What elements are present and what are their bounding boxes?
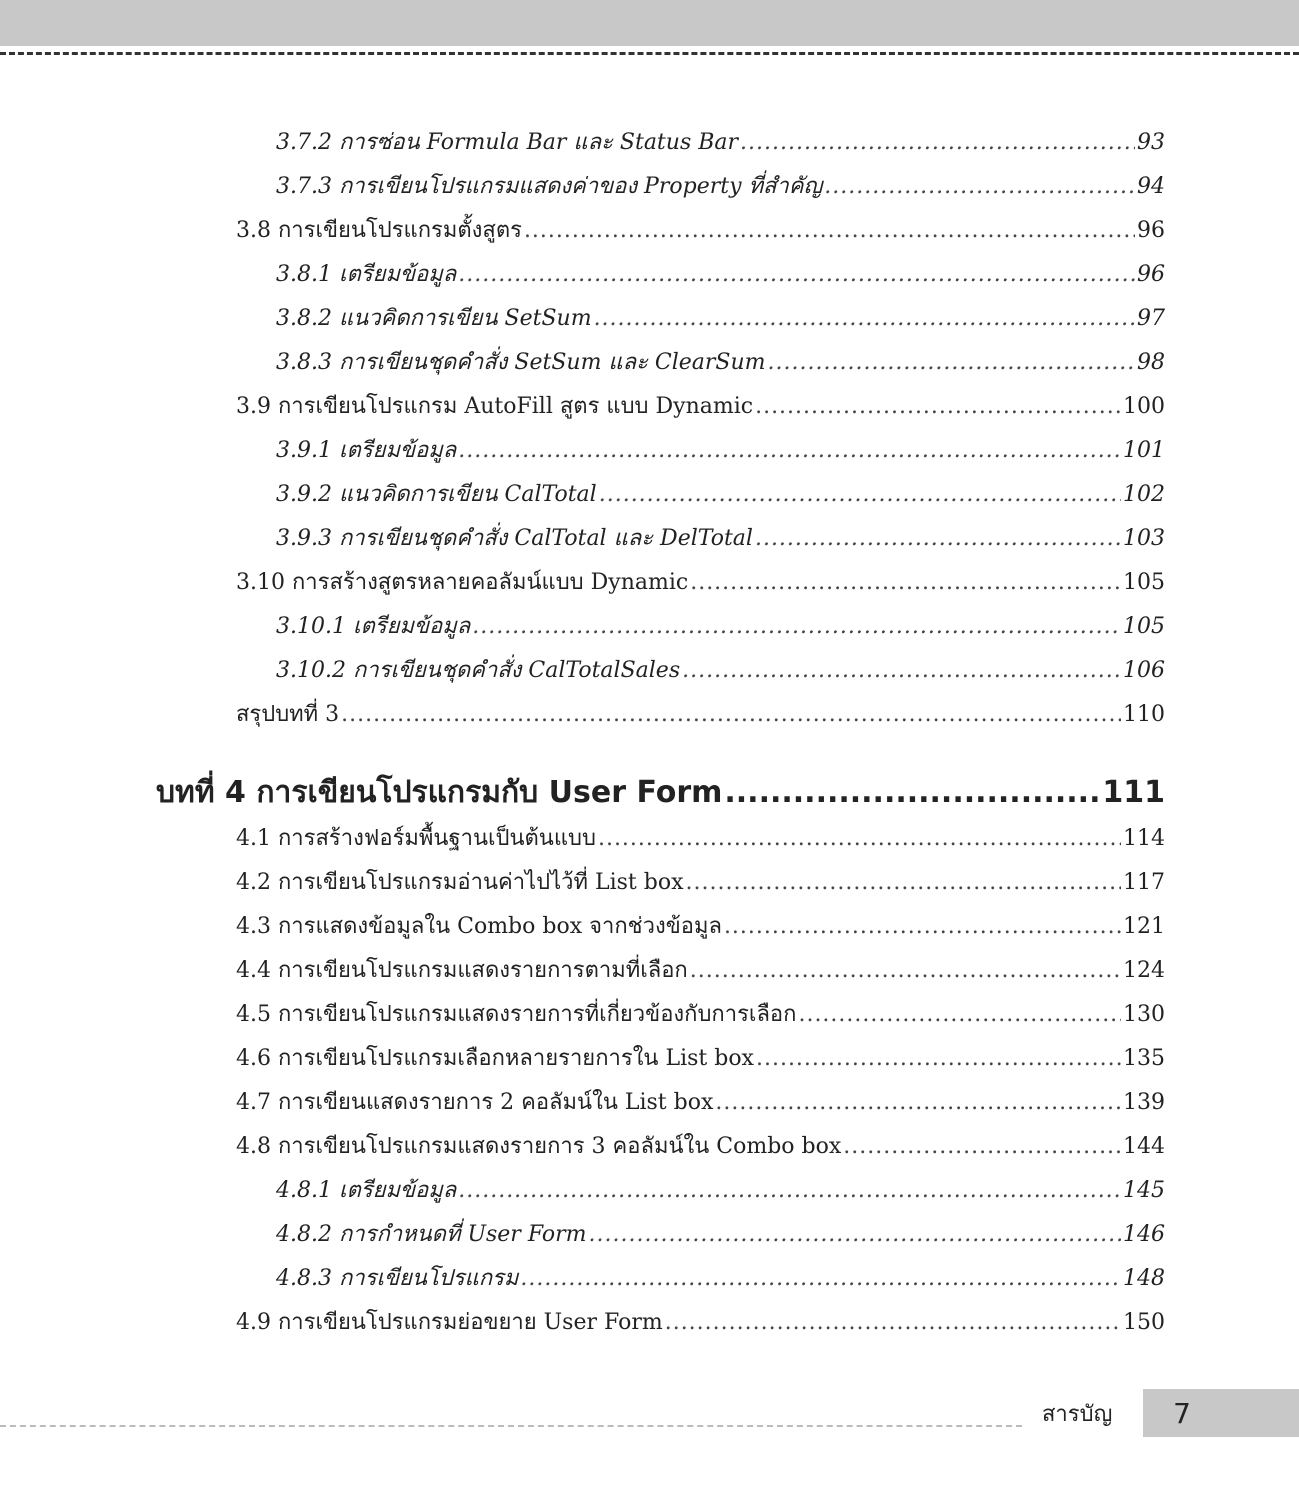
- toc-entry: [236, 1132, 1165, 1162]
- toc-entry: [276, 436, 1165, 466]
- footer-section-label: สารบัญ: [1042, 1402, 1113, 1427]
- toc-entry-title: 4.9 การเขียนโปรแกรมย่อขยาย User Form: [236, 1310, 663, 1335]
- toc-entry-title: 3.8.1 เตรียมข้อมูล: [276, 262, 457, 287]
- toc-entry: [276, 1220, 1165, 1250]
- toc-entry: [276, 656, 1165, 686]
- toc-entry-title: 4.5 การเขียนโปรแกรมแสดงรายการที่เกี่ยวข้องกับการเลือก: [236, 1002, 797, 1027]
- toc-leader-dots: [341, 700, 1121, 730]
- toc-leader-dots: [686, 868, 1122, 898]
- toc-entry-page: 103: [1123, 526, 1165, 551]
- toc-entry-page: 150: [1123, 1310, 1165, 1335]
- toc-entry-page: 106: [1123, 658, 1165, 683]
- toc-entry: [276, 1264, 1165, 1294]
- toc-entry-page: 135: [1123, 1046, 1165, 1071]
- toc-leader-dots: [756, 1044, 1121, 1074]
- toc-entry: [236, 700, 1165, 730]
- toc-leader-dots: [843, 1132, 1121, 1162]
- toc-entry-title: 3.8 การเขียนโปรแกรมตั้งสูตร: [236, 218, 522, 243]
- toc-entry: [236, 1044, 1165, 1074]
- toc-leader-dots: [472, 612, 1121, 642]
- toc-entry-page: 145: [1123, 1178, 1165, 1203]
- toc-leader-dots: [690, 956, 1121, 986]
- toc-entry-page: 148: [1123, 1266, 1165, 1291]
- toc-entry-title: 4.1 การสร้างฟอร์มพื้นฐานเป็นต้นแบบ: [236, 826, 596, 851]
- toc-entry-page: 102: [1123, 482, 1165, 507]
- toc-entry-title: 3.8.3 การเขียนชุดคำสั่ง SetSum และ ClearSum: [276, 350, 766, 375]
- toc-entry-page: 110: [1123, 702, 1165, 727]
- toc-entry: [236, 956, 1165, 986]
- toc-entry: [276, 612, 1165, 642]
- toc-entry-page: 105: [1123, 614, 1165, 639]
- toc-entry: [236, 868, 1165, 898]
- toc-entry: [236, 392, 1165, 422]
- toc-entry-title: สรุปบทที่ 3: [236, 702, 340, 727]
- toc-entry-title: 4.8.1 เตรียมข้อมูล: [276, 1178, 457, 1203]
- toc-entry-title: 4.3 การแสดงข้อมูลใน Combo box จากช่วงข้อมูล: [236, 914, 722, 939]
- toc-entry-page: 97: [1137, 306, 1165, 331]
- toc-leader-dots: [724, 774, 1100, 812]
- toc-leader-dots: [594, 304, 1135, 334]
- toc-leader-dots: [740, 128, 1135, 158]
- toc-entry: [236, 216, 1165, 246]
- toc-entry: [276, 128, 1165, 158]
- toc-entry-page: 96: [1137, 262, 1165, 287]
- toc-leader-dots: [824, 172, 1135, 202]
- toc-entry-title: 3.9.2 แนวคิดการเขียน CalTotal: [276, 482, 597, 507]
- toc-entry-title: 4.6 การเขียนโปรแกรมเลือกหลายรายการใน List box: [236, 1046, 754, 1071]
- toc-entry: [236, 1308, 1165, 1338]
- toc-entry-title: 4.8.3 การเขียนโปรแกรม: [276, 1266, 519, 1291]
- toc-entry-title: 3.7.2 การซ่อน Formula Bar และ Status Bar: [276, 130, 739, 155]
- toc-entry: [276, 1176, 1165, 1206]
- toc-entry-page: 94: [1137, 174, 1165, 199]
- toc-leader-dots: [798, 1000, 1121, 1030]
- toc-entry-title: 4.2 การเขียนโปรแกรมอ่านค่าไปไว้ที่ List box: [236, 870, 684, 895]
- toc-leader-dots: [458, 260, 1135, 290]
- toc-leader-dots: [755, 392, 1121, 422]
- toc-entry-page: 105: [1123, 570, 1165, 595]
- toc-entry-title: 4.7 การเขียนแสดงรายการ 2 คอลัมน์ใน List box: [236, 1090, 714, 1115]
- toc-entry-title: 3.9.3 การเขียนชุดคำสั่ง CalTotal และ DelTotal: [276, 526, 753, 551]
- toc-entry: [236, 1088, 1165, 1118]
- toc-entry-title: 3.8.2 แนวคิดการเขียน SetSum: [276, 306, 592, 331]
- toc-entry: [276, 260, 1165, 290]
- header-dashed-rule: [0, 52, 1299, 55]
- toc-entry-title: 3.10 การสร้างสูตรหลายคอลัมน์แบบ Dynamic: [236, 570, 689, 595]
- toc-entry: [276, 172, 1165, 202]
- toc-entry-page: 139: [1123, 1090, 1165, 1115]
- toc-entry-page: 124: [1123, 958, 1165, 983]
- toc-entry-page: 93: [1137, 130, 1165, 155]
- toc-entry-page: 130: [1123, 1002, 1165, 1027]
- toc-entry-page: 144: [1123, 1134, 1165, 1159]
- toc-entry-page: 100: [1123, 394, 1165, 419]
- toc-entry-page: 98: [1137, 350, 1165, 375]
- toc-leader-dots: [665, 1308, 1121, 1338]
- toc-entry-title: 3.9.1 เตรียมข้อมูล: [276, 438, 457, 463]
- toc-entry-title: 4.8 การเขียนโปรแกรมแสดงรายการ 3 คอลัมน์ใน Combo box: [236, 1134, 842, 1159]
- toc-leader-dots: [458, 436, 1121, 466]
- toc-entry-page: 146: [1123, 1222, 1165, 1247]
- toc-leader-dots: [589, 1220, 1121, 1250]
- toc-entry-title: 3.7.3 การเขียนโปรแกรมแสดงค่าของ Property ที่สำคัญ: [276, 174, 823, 199]
- toc-entry-page: 114: [1123, 826, 1165, 851]
- toc-entry: [276, 348, 1165, 378]
- toc-leader-dots: [458, 1176, 1121, 1206]
- footer-dashed-rule: [0, 1425, 1022, 1427]
- toc-leader-dots: [690, 568, 1121, 598]
- toc-leader-dots: [715, 1088, 1121, 1118]
- toc-entry-page: 96: [1137, 218, 1165, 243]
- toc-leader-dots: [598, 824, 1121, 854]
- toc-entry-page: 101: [1123, 438, 1165, 463]
- toc-entry-page: 117: [1123, 870, 1165, 895]
- toc-entry: [276, 304, 1165, 334]
- toc-entry: [276, 480, 1165, 510]
- toc-entry-title: 3.10.1 เตรียมข้อมูล: [276, 614, 471, 639]
- toc-entry-title: 3.9 การเขียนโปรแกรม AutoFill สูตร แบบ Dynamic: [236, 394, 754, 419]
- toc-entry-title: 4.8.2 การกำหนดที่ User Form: [276, 1222, 587, 1247]
- toc-entry: [236, 912, 1165, 942]
- toc-entry-title: บทที่ 4 การเขียนโปรแกรมกับ User Form: [156, 775, 723, 810]
- toc-leader-dots: [524, 216, 1135, 246]
- page-number: 7: [1143, 1389, 1299, 1437]
- toc-entry: [276, 524, 1165, 554]
- toc-leader-dots: [768, 348, 1135, 378]
- toc-leader-dots: [599, 480, 1121, 510]
- toc-chapter-heading: [156, 774, 1165, 812]
- toc-entry: [236, 568, 1165, 598]
- toc-entry-page: 121: [1123, 914, 1165, 939]
- toc-leader-dots: [682, 656, 1121, 686]
- toc-leader-dots: [520, 1264, 1121, 1294]
- toc-leader-dots: [724, 912, 1121, 942]
- toc-entry-title: 3.10.2 การเขียนชุดคำสั่ง CalTotalSales: [276, 658, 681, 683]
- toc-entry: [236, 1000, 1165, 1030]
- toc-leader-dots: [755, 524, 1121, 554]
- toc-entry: [236, 824, 1165, 854]
- toc-entry-title: 4.4 การเขียนโปรแกรมแสดงรายการตามที่เลือก: [236, 958, 688, 983]
- toc-entry-page: 111: [1102, 775, 1165, 810]
- header-band: [0, 0, 1299, 46]
